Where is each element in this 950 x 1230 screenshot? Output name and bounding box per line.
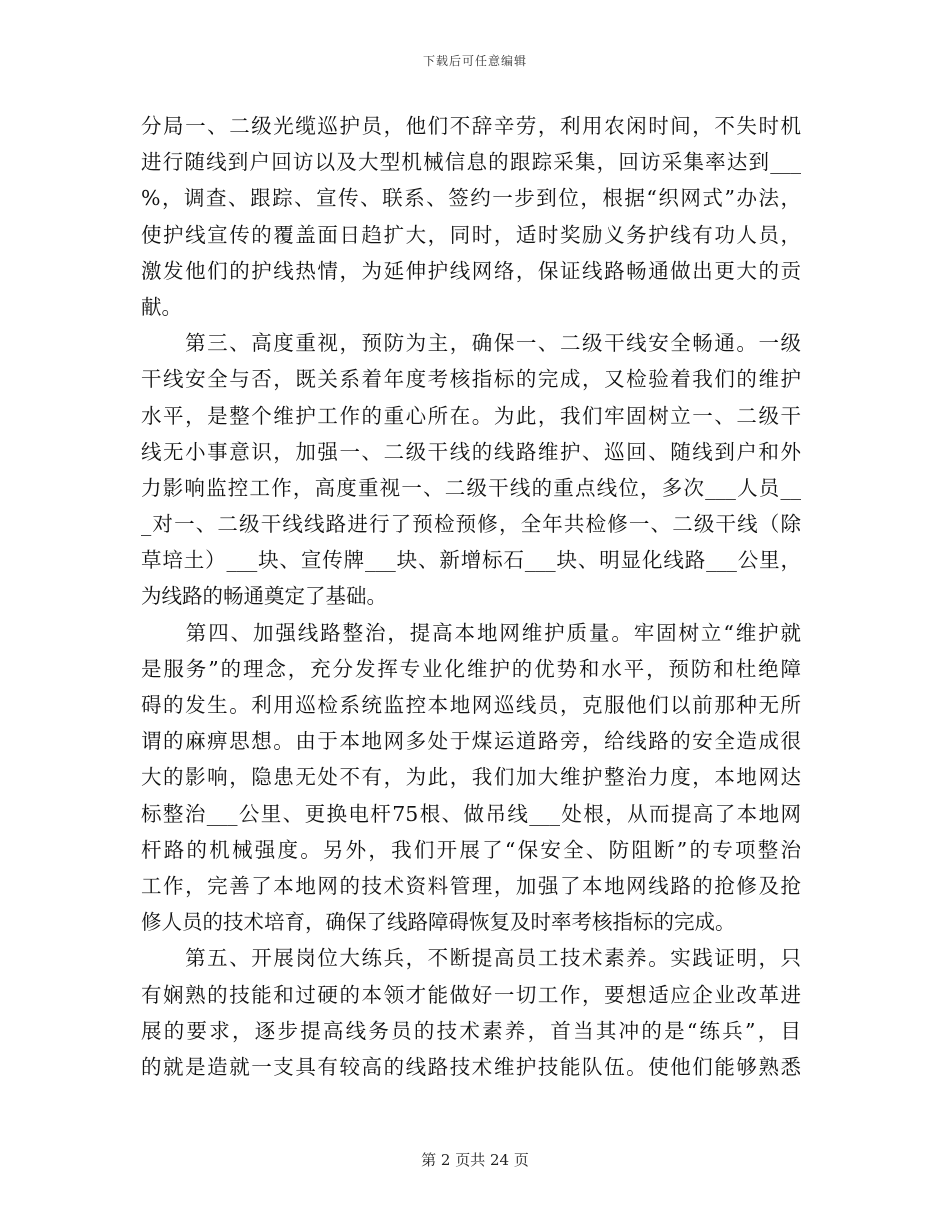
text-line: 标整治___公里、更换电杆75根、做吊线___处根，从而提高了本地网 xyxy=(141,801,801,826)
text-line: 水平，是整个维护工作的重心所在。为此，我们牢固树立一、二级干 xyxy=(141,403,801,428)
text-line: 干线安全与否，既关系着年度考核指标的完成，又检验着我们的维护 xyxy=(141,367,801,392)
text-line: _对一、二级干线线路进行了预检预修，全年共检修一、二级干线（除 xyxy=(141,512,801,537)
text-line: %，调查、跟踪、宣传、联系、签约一步到位，根据“织网式”办法， xyxy=(141,186,801,211)
text-line: 力影响监控工作，高度重视一、二级干线的重点线位，多次___人员__ xyxy=(141,475,801,500)
text-line: 谓的麻痹思想。由于本地网多处于煤运道路旁，给线路的安全造成很 xyxy=(141,729,801,754)
page-header: 下载后可任意编辑 xyxy=(422,54,527,68)
text-line: 进行随线到户回访以及大型机械信息的跟踪采集，回访采集率达到___ xyxy=(141,150,801,175)
text-line: 工作，完善了本地网的技术资料管理，加强了本地网线路的抢修及抢 xyxy=(141,873,801,898)
text-line: 分局一、二级光缆巡护员，他们不辞辛劳，利用农闲时间，不失时机 xyxy=(141,114,801,138)
text-line: 为线路的畅通奠定了基础。 xyxy=(141,584,387,609)
text-line: 草培土）___块、宣传牌___块、新增标石___块、明显化线路___公里， xyxy=(141,548,801,573)
text-line: 杆路的机械强度。另外，我们开展了“保安全、防阻断”的专项整治 xyxy=(141,837,801,862)
text-line: 大的影响，隐患无处不有，为此，我们加大维护整治力度，本地网达 xyxy=(141,765,801,790)
text-line: 是服务”的理念，充分发挥专业化维护的优势和水平，预防和杜绝障 xyxy=(141,656,801,681)
text-line: 第五、开展岗位大练兵，不断提高员工技术素养。实践证明，只 xyxy=(141,946,801,971)
text-line: 修人员的技术培育，确保了线路障碍恢复及时率考核指标的完成。 xyxy=(141,910,736,935)
text-line: 献。 xyxy=(141,294,182,319)
text-line: 使护线宣传的覆盖面日趋扩大，同时，适时奖励义务护线有功人员， xyxy=(141,222,801,247)
text-line: 展的要求，逐步提高线务员的技术素养，首当其冲的是“练兵”，目 xyxy=(141,1018,801,1043)
page-number-footer: 第 2 页共 24 页 xyxy=(421,1151,529,1169)
text-line: 第四、加强线路整治，提高本地网维护质量。牢固树立“维护就 xyxy=(141,620,801,645)
text-line: 有娴熟的技能和过硬的本领才能做好一切工作，要想适应企业改革进 xyxy=(141,982,801,1007)
text-line: 的就是造就一支具有较高的线路技术维护技能队伍。使他们能够熟悉 xyxy=(141,1054,801,1079)
text-line: 线无小事意识，加强一、二级干线的线路维护、巡回、随线到户和外 xyxy=(141,439,801,464)
text-line: 第三、高度重视，预防为主，确保一、二级干线安全畅通。一级 xyxy=(141,331,801,356)
text-line: 激发他们的护线热情，为延伸护线网络，保证线路畅通做出更大的贡 xyxy=(141,258,801,283)
document-body xyxy=(141,108,801,1085)
text-line: 碍的发生。利用巡检系统监控本地网巡线员，克服他们以前那种无所 xyxy=(141,693,801,717)
